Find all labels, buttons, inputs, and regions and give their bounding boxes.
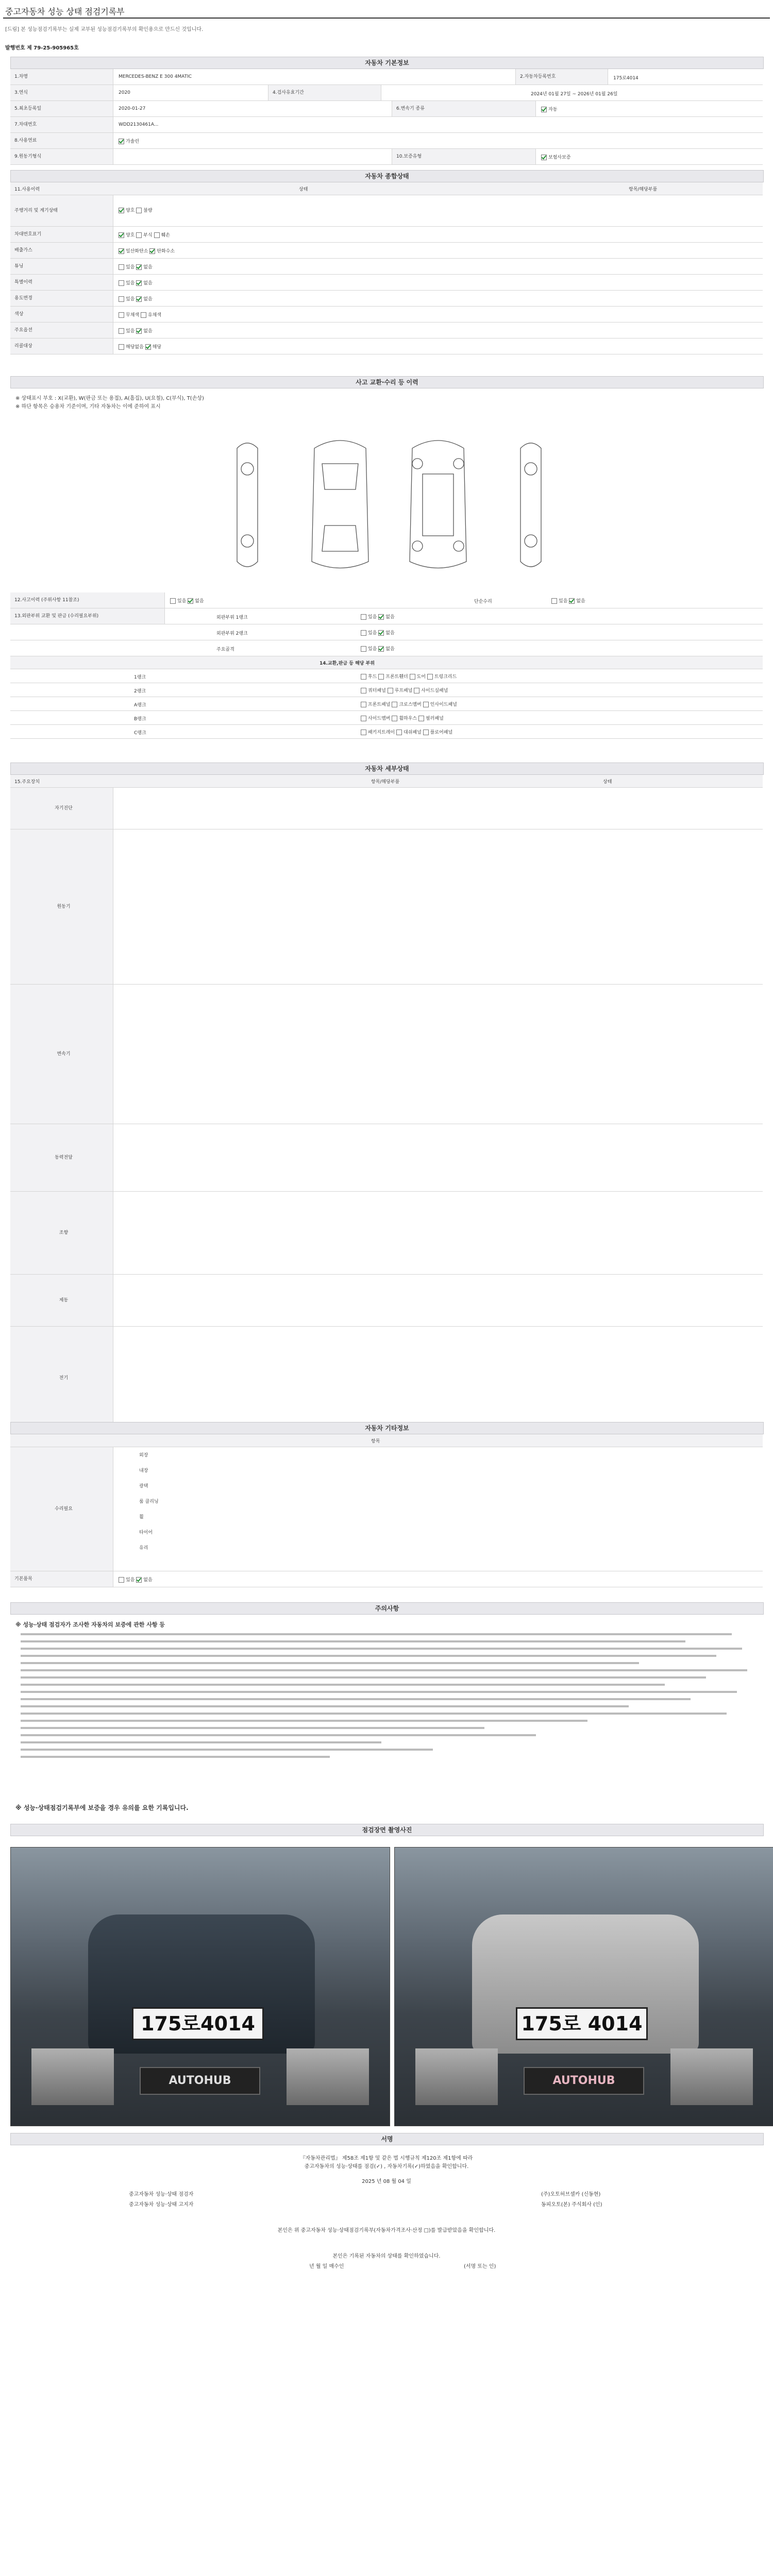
basic-info-table: [10, 69, 763, 165]
document-number: 발행번호 제 79-25-905965호: [5, 45, 79, 51]
seller-label: 중고자동차 성능·상태 고지자: [129, 2202, 194, 2208]
value-year: 2020: [119, 90, 130, 95]
label-plate: 2.자동차등록번호: [515, 69, 608, 84]
photo-front: [10, 1847, 390, 2126]
summary-row-recall: 리콜대상 해당없음 해당: [10, 338, 763, 354]
signature-confirm: 중고자동차의 성능·상태를 점검(✓) , 자동차기록(✓)하였음을 확인합니다.: [304, 2164, 469, 2170]
notes-text-lines: [21, 1633, 752, 1798]
value-plate: 175로4014: [613, 76, 638, 81]
transmission-checkbox[interactable]: 자동: [541, 106, 557, 112]
label-vin: 7.차대번호: [10, 117, 113, 132]
notes-title-1: ※ 성능·상태 점검자가 조사한 자동차의 보증에 관한 사항 등: [15, 1621, 165, 1628]
summary-header-row: [10, 182, 763, 195]
section-summary: 자동차 종합상태: [10, 170, 764, 182]
basic-row-2: [10, 85, 763, 101]
label-fuel: 8.사용연료: [10, 133, 113, 148]
label-year: 3.연식: [10, 85, 113, 100]
buyer-date-line: 년 월 일 매수인: [309, 2264, 344, 2269]
other-table: 항목 수리필요 외장 내장 광택 룸 클리닝 휠 타이어 유리 기본품목 있음 없음: [10, 1434, 763, 1587]
summary-row-color: 색상 무채색 유채색: [10, 307, 763, 323]
label-first-reg: 5.최초등록일: [10, 101, 113, 116]
label-inspection-period: 4.검사유효기간: [268, 85, 381, 100]
repair-legend: ※ 상태표시 부호 : X(교환), W(판금 또는 용접), A(흠집), U(요철), C(부식), T(손상): [15, 396, 204, 401]
section-repair: 사고 교환·수리 등 이력: [10, 376, 764, 388]
repair-table: 12.사고이력 (주위사항 11참조) 있음 없음 단순수리 있음 없음 13.외판부위 교환 및 판금 (수리필요부위) 외판부위 1랭크 있음 없음 외판부위 2랭크 있음 없음 주요골격 있음 없음 14.교환,판금 등 해당 부위 1랭크 후드 프론트휀더 도어 트렁크리드 2랭크 쿼터패널 루프패널 사이드실패널 A랭크 프론트패널 크로스멤버 인사이드패널 B랭크 사이드멤버 휠하우스 필러패널 C랭크 패키지트레이 대쉬패널 플로어패널: [10, 592, 763, 739]
label-engine-type: 9.원동기형식: [10, 149, 113, 164]
label-warranty: 10.보증유형: [392, 149, 536, 164]
section-notes: 주의사항: [10, 1602, 764, 1615]
basic-row-1: [10, 69, 763, 85]
signature-statute: 『자동차관리법』 제58조 제1항 및 같은 법 시행규칙 제120조 제1항에 따라: [300, 2156, 473, 2161]
document-header: [3, 2, 770, 19]
inspector-name: (주)오토허브셀카 (신동현): [541, 2192, 601, 2197]
section-photos: 점검장면 촬영사진: [10, 1824, 764, 1836]
buyer-confirm-2: 본인은 기록된 자동차의 상태를 확인하였습니다.: [332, 2253, 441, 2259]
value-first-reg: 2020-01-27: [119, 106, 146, 111]
document-title: 중고자동차 성능 상태 점검기록부: [5, 7, 125, 16]
detail-table: 15.주요장치 항목/해당부품 상태 자기진단 원동기 변속기 동력전달 조향 제동 전기: [10, 775, 763, 1446]
basic-row-6: [10, 149, 763, 165]
summary-row-mileage: 주행거리 및 계기상태 양호 불량: [10, 195, 763, 227]
photo-rear: [394, 1847, 773, 2126]
summary-table: [10, 182, 763, 354]
summary-row-tuning: 튜닝 있음 없음: [10, 259, 763, 275]
summary-col-3: 항목/해당부품: [629, 187, 658, 192]
notice-text: [드림] 본 성능점검기록부는 실제 교부된 성능점검기록부의 확인용으로 만드신 것입니다.: [5, 27, 204, 32]
value-model: MERCEDES-BENZ E 300 4MATIC: [119, 74, 192, 79]
notes-title-2: ※ 성능·상태점검기록부에 보증을 경우 유의를 요한 기록입니다.: [15, 1804, 189, 1811]
notes-body: [21, 1633, 752, 1798]
summary-col-2: 상태: [299, 187, 308, 192]
section-signature: 서명: [10, 2133, 764, 2145]
label-transmission: 6.변속기 종류: [392, 101, 536, 116]
summary-row-special: 특별이력 있음 없음: [10, 275, 763, 291]
summary-row-usage: 용도변경 있음 없음: [10, 291, 763, 307]
summary-row-vin: 차대번호표기 양호 부식 훼손: [10, 227, 763, 243]
fuel-checkbox[interactable]: 가솔린: [119, 138, 139, 144]
value-inspection-period: 2024년 01월 27일 ~ 2026년 01월 26일: [531, 92, 618, 97]
basic-row-5: [10, 133, 763, 149]
section-detail: 자동차 세부상태: [10, 762, 764, 775]
garage-sign-rear: AUTOHUB: [524, 2067, 644, 2095]
summary-col-1: 11.사용이력: [14, 187, 40, 192]
buyer-signature[interactable]: (서명 또는 인): [464, 2264, 496, 2269]
garage-sign-front: AUTOHUB: [140, 2067, 260, 2095]
buyer-confirm: 본인은 위 중고자동차 성능·상태점검기록부(자동차가격조사·산정 □)를 발급받았음을 확인합니다.: [277, 2228, 496, 2233]
repair-legend-2: ※ 하단 항목은 승용차 기준이며, 기타 자동차는 이에 준하여 표시: [15, 404, 161, 410]
inspector-label: 중고자동차 성능·상태 점검자: [129, 2192, 194, 2197]
basic-row-4: [10, 117, 763, 133]
value-vin: WDD2130461A...: [119, 122, 159, 127]
license-plate-rear: 175로 4014: [516, 2007, 648, 2040]
basic-row-3: [10, 101, 763, 117]
label-model: 1.차명: [10, 69, 113, 84]
car-diagram: [227, 433, 562, 577]
section-basic-info: 자동차 기본정보: [10, 57, 764, 69]
signature-date: 2025 년 08 월 04 일: [362, 2179, 411, 2184]
warranty-checkbox[interactable]: 보험사보증: [541, 154, 570, 160]
seller-name: 동피오토(본) 주식회사 (인): [541, 2202, 602, 2208]
license-plate-front: 175로4014: [132, 2007, 264, 2040]
summary-row-options: 주요옵션 있음 없음: [10, 323, 763, 338]
section-other: 자동차 기타정보: [10, 1422, 764, 1434]
summary-row-emission: 배출가스 일산화탄소 탄화수소: [10, 243, 763, 259]
